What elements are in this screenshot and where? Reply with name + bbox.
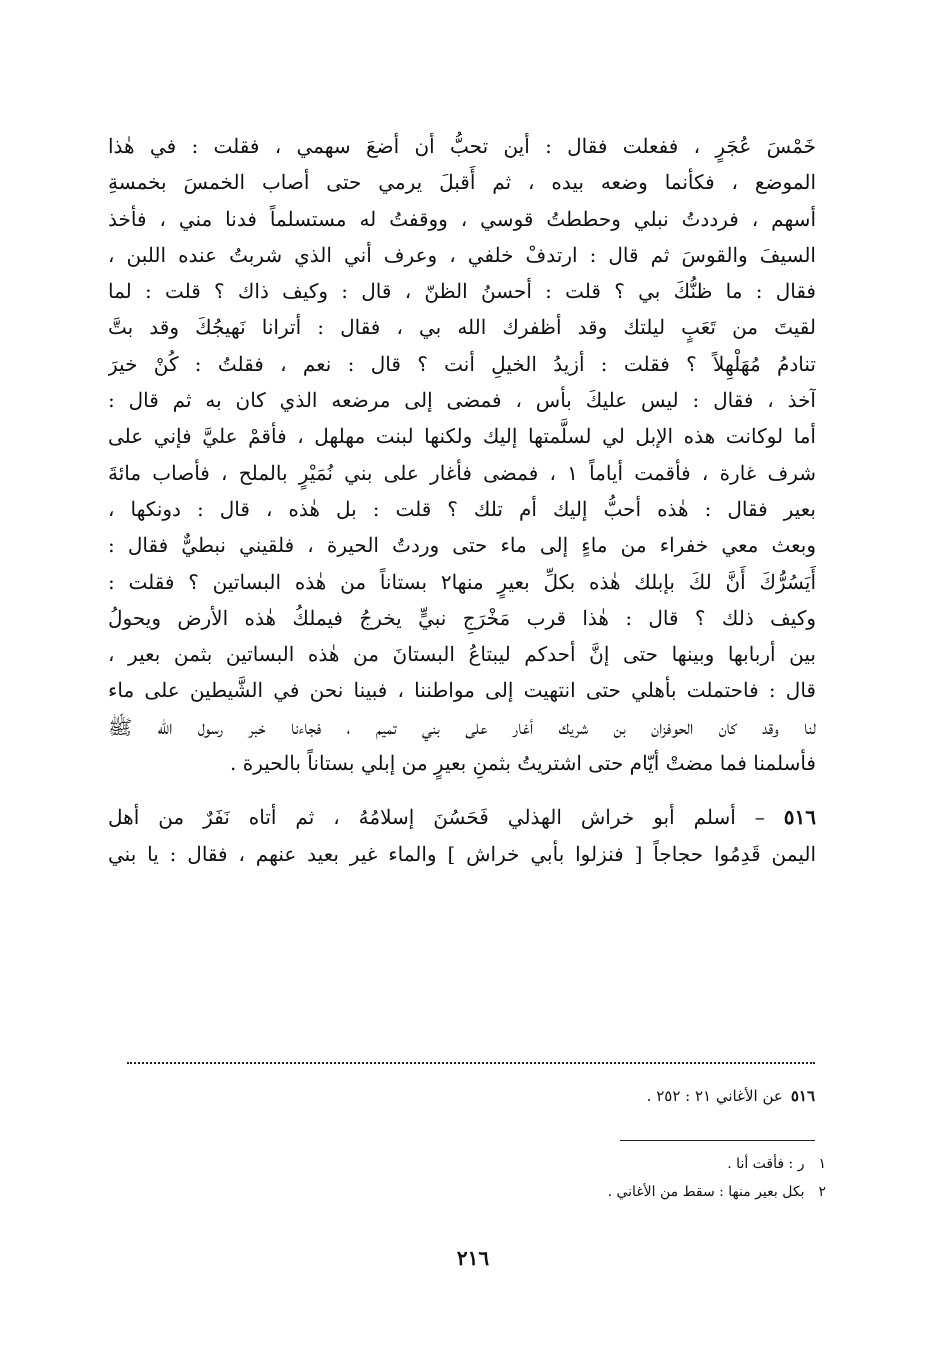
text-line: بين أربابها وبينها حتى إنَّ أحدكم ليبتاعُ البستانَ من هٰذه البساتين بثمن بعير ، [108, 642, 816, 667]
footnote-text: بكل بعير منها : سقط من الأغاني . [607, 1184, 805, 1200]
entry-text: – أسلم أبو خراش الهذلي فَحَسُنَ إسلامُهُ ، ثم أتاه نَفَرٌ من أهل [108, 805, 765, 830]
entry-number: ٥١٦ [783, 805, 816, 830]
footnote-text: ر : فأقت أنا . [727, 1156, 805, 1172]
entry-line: اليمن قَدِمُوا حجاجاً [ فنزلوا بأبي خراش ] والماء غير بعيد عنهم ، فقال : يا بني [108, 841, 816, 866]
footnotes [326, 1150, 826, 1206]
text-line: أما لوكانت هذه الإبل لي لسلَّمتها إليك ولكنها لبنت مهلهل ، فأقمْ عليَّ فإني على [108, 424, 816, 449]
text-line: أسهم ، فرددتُ نبلي وحططتُ قوسي ، ووقفتُ له مستسلماً فدنا مني ، فأخذ [108, 206, 816, 231]
text-line: بعير فقال : هٰذه أحبُّ إليك أم تلك ؟ قلت : بل هٰذه ، قال : دونكها ، [108, 496, 816, 521]
text-line: خَمْسَ عُجَرٍ ، ففعلت فقال : أين تحبُّ أن أضعَ سهمي ، فقلت : في هٰذا [108, 134, 816, 158]
text-line: آخذ ، فقال : ليس عليكَ بأس ، فمضى إلى مرضعه الذي كان به ثم قال : [108, 388, 816, 413]
source-note [315, 1082, 815, 1110]
source-note-text: عن الأغاني ٢١ : ٢٥٢ . [646, 1087, 783, 1105]
text-line: تنادمُ مُهَلْهِلاً ؟ فقلت : أزيدُ الخيلِ أنت ؟ قال : نعم ، فقلتُ : كُنْ خيرَ [108, 351, 816, 376]
page-number: ٢١٦ [456, 1246, 490, 1270]
entry-line [108, 799, 816, 835]
source-note-number: ٥١٦ [790, 1087, 815, 1105]
text-line: وكيف ذلك ؟ قال : هٰذا قرب مَخْرَجِ نبيٍّ يخرجُ فيملكُ هٰذه الأرض ويحولُ [108, 605, 816, 630]
text-line: فقال : ما ظنُّكَ بي ؟ قلت : أحسنُ الظنّ ، قال : وكيف ذاك ؟ قلت : لما [108, 279, 816, 304]
footnote [326, 1150, 826, 1178]
text-line: أَيَسُرُّكَ أَنَّ لكَ بإبلك هٰذه بكلِّ بعيرٍ منها٢ بستاناً من هٰذه البساتين ؟ فقلت : [108, 569, 816, 594]
text-line: السيفَ والقوسَ ثم قال : ارتدفْ خلفي ، وعرف أني الذي شربتُ عنده اللبن ، [108, 242, 816, 267]
text-line: الموضع ، فكأنما وضعه بيده ، ثم أَقبلَ يرمي حتى أصاب الخمسَ بخمسةِ [108, 170, 816, 195]
text-line: لنا وقد كان الحوفزان بن شريك أغار على بني تميم ، فجاءنا خبر رسول الله ﷺ [108, 714, 816, 739]
text-line: لقيتَ من تَعَبٍ ليلتك وقد أظفرك الله بي ، فقال : أترانا نَهيجُكَ وقد بتَّ [108, 315, 816, 340]
text-line: وبعث معي خفراء من ماءٍ إلى ماء حتى وردتُ الحيرة ، فلقيني نبطيٌّ فقال : [108, 533, 816, 558]
main-text [108, 128, 816, 872]
text-line: قال : فاحتملت بأهلي حتى انتهيت إلى مواطننا ، فبينا نحن في الشَّيطين على ماء [108, 678, 816, 703]
dotted-divider [127, 1062, 815, 1064]
footnote-number: ١ [818, 1156, 826, 1172]
footnote-number: ٢ [818, 1184, 826, 1200]
text-line: شرف غارة ، فأقمت أياماً ١ ، فمضى فأغار على بني نُمَيْرٍ بالملح ، فأصاب مائةَ [108, 460, 816, 485]
text-line: فأسلمنا فما مضتْ أيّام حتى اشتريتُ بثمنِ بعيرٍ من إبلي بستاناً بالحيرة . [230, 751, 816, 776]
footnote-divider [620, 1140, 815, 1141]
paragraph-gap [108, 781, 816, 799]
footnote [326, 1178, 826, 1206]
